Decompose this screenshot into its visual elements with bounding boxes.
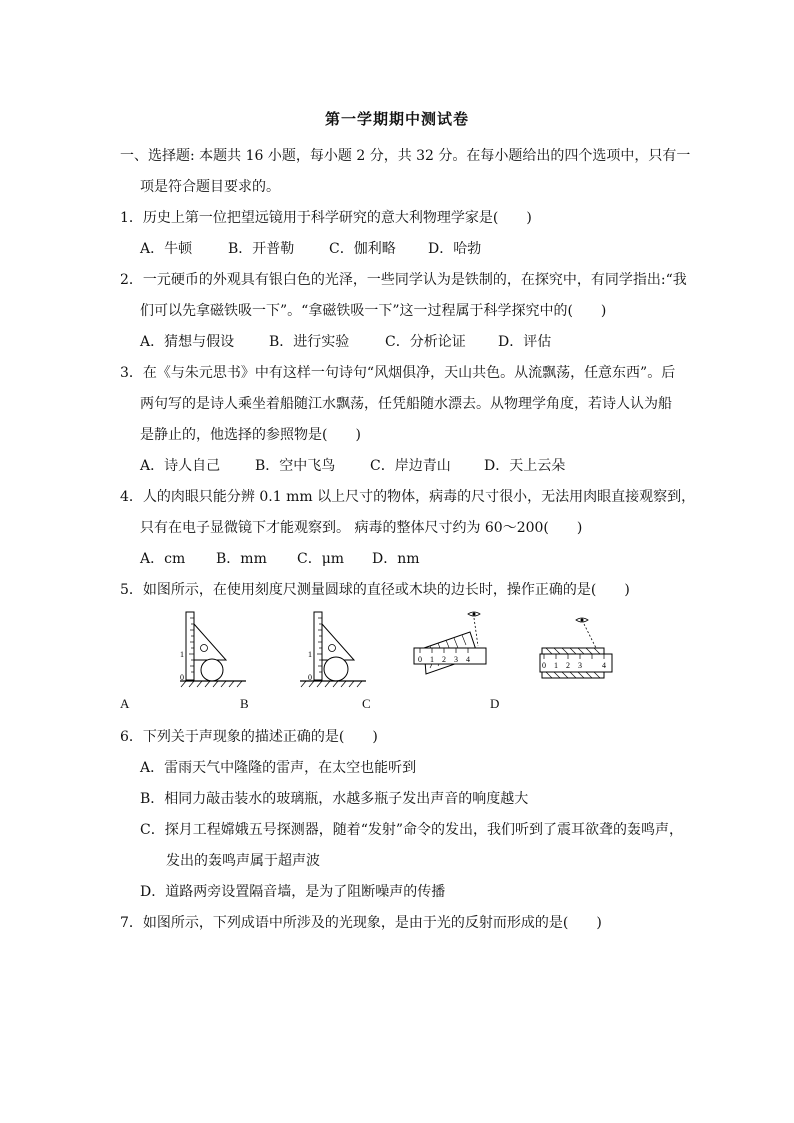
ruler-tick-label: 0 [418, 655, 422, 664]
q6-option-c-line-1: C．探月工程嫦娥五号探测器，随着“发射”命令的发出，我们听到了震耳欲聋的轰鸣声， [140, 822, 684, 838]
ruler-tick-label: 2 [442, 655, 446, 664]
q3-option-b: B．空中飞鸟 [255, 458, 336, 474]
q5-stem: 5．如图所示，在使用刻度尺测量圆球的直径或木块的边长时，操作正确的是( ) [120, 582, 630, 598]
q6-stem: 6．下列关于声现象的描述正确的是( ) [120, 729, 378, 745]
q1-stem: 1．历史上第一位把望远镜用于科学研究的意大利物理学家是( ) [120, 210, 532, 226]
q4-option-b: B．mm [216, 551, 267, 567]
q2-option-b: B．进行实验 [269, 334, 350, 350]
ruler-tick-label: 0 [542, 661, 546, 670]
q4-option-a: A．cm [140, 551, 186, 567]
section-heading-line-1: 一、选择题: 本题共 16 小题，每小题 2 分，共 32 分。在每小题给出的四个选项中，只有一 [120, 148, 691, 164]
q1-option-d: D．哈勃 [428, 241, 482, 257]
q3-option-d: D．天上云朵 [484, 458, 566, 474]
q3-stem-line-2: 两句写的是诗人乘坐着船随江水飘荡，任凭船随水漂去。从物理学角度，若诗人认为船 [140, 396, 672, 412]
ruler-tick-label: 1 [308, 650, 312, 659]
ruler-tick-label: 0 [308, 673, 312, 682]
figure-a [178, 610, 248, 692]
q4-stem-line-1: 4．人的肉眼只能分辨 0.1 mm 以上尺寸的物体，病毒的尺寸很小，无法用肉眼直接观察到， [120, 489, 696, 505]
ruler-tick-label: 0 [180, 673, 184, 682]
figure-label-b: B [240, 696, 249, 711]
q7-stem: 7．如图所示，下列成语中所涉及的光现象，是由于光的反射而形成的是( ) [120, 915, 602, 931]
q4-option-d: D．nm [372, 551, 420, 567]
q2-stem-line-1: 2．一元硬币的外观具有银白色的光泽，一些同学认为是铁制的，在探究中，有同学指出:“我 [120, 272, 687, 288]
ruler-tick-label: 3 [578, 661, 582, 670]
ruler-tick-label: 1 [554, 661, 558, 670]
q1-option-b: B．开普勒 [228, 241, 295, 257]
q2-option-c: C．分析论证 [385, 334, 466, 350]
q3-option-c: C．岸边青山 [370, 458, 451, 474]
figure-d [536, 614, 626, 684]
section-heading-line-2: 项是符合题目要求的。 [140, 179, 280, 195]
q3-stem-line-1: 3．在《与朱元思书》中有这样一句诗句“风烟俱净，天山共色。从流飘荡，任意东西”。后 [120, 365, 676, 381]
q3-stem-line-3: 是静止的，他选择的参照物是( ) [140, 427, 361, 443]
ruler-tick-label: 3 [454, 655, 458, 664]
q2-stem-line-2: 们可以先拿磁铁吸一下”。“拿磁铁吸一下”这一过程属于科学探究中的( ) [140, 303, 607, 319]
q1-option-a: A．牛顿 [140, 241, 193, 257]
q4-stem-line-2: 只有在电子显微镜下才能观察到。 病毒的整体尺寸约为 60～200( ) [140, 520, 583, 536]
ruler-tick-label: 1 [180, 650, 184, 659]
q4-option-c: C．μm [297, 551, 345, 567]
q6-option-d: D．道路两旁设置隔音墙，是为了阻断噪声的传播 [140, 884, 446, 900]
q6-option-c-line-2: 发出的轰鸣声属于超声波 [166, 853, 320, 869]
q2-option-a: A．猜想与假设 [140, 334, 235, 350]
ruler-tick-label: 4 [466, 655, 470, 664]
q3-option-a: A．诗人自己 [140, 458, 221, 474]
ruler-tick-label: 2 [566, 661, 570, 670]
q6-option-b: B．相同力敲击装水的玻璃瓶，水越多瓶子发出声音的响度越大 [140, 791, 529, 807]
q1-option-c: C．伽利略 [329, 241, 396, 257]
figure-label-a: A [120, 696, 130, 711]
ruler-tick-label: 4 [602, 661, 606, 670]
figure-label-c: C [362, 696, 371, 711]
ruler-tick-label: 1 [430, 655, 434, 664]
figure-b [298, 610, 368, 692]
q2-option-d: D．评估 [498, 334, 552, 350]
page-title: 第一学期期中测试卷 [324, 110, 469, 128]
figure-c [410, 608, 500, 684]
figure-label-d: D [490, 696, 500, 711]
q6-option-a: A．雷雨天气中隆隆的雷声，在太空也能听到 [140, 760, 417, 776]
